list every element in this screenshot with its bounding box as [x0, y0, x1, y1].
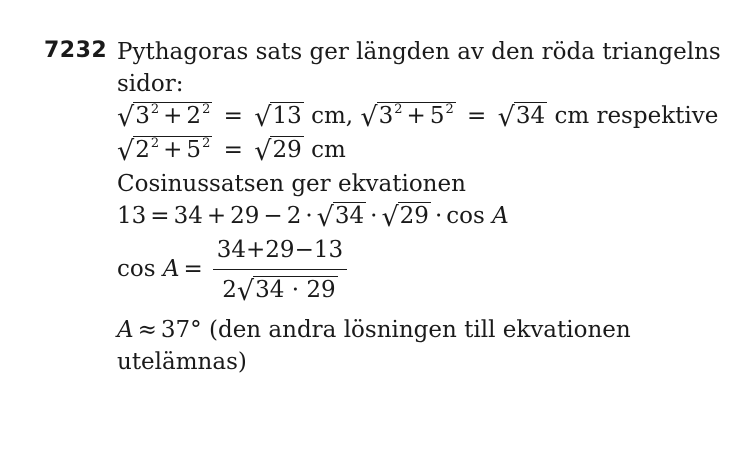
unit-cm-1: cm, [311, 103, 354, 129]
pythagoras-equation-line-2 [117, 134, 717, 168]
equals-sign: = [223, 103, 243, 129]
radical-13: √13 [254, 102, 302, 133]
fraction-numerator: 34+29−13 [213, 234, 347, 270]
radical-2sq-plus-5sq: $√2^2 + 5^2$ [117, 136, 211, 167]
radical-34-b: √34 [316, 202, 365, 233]
unit-cm-respektive: cm respektive [554, 103, 719, 129]
pythagoras-equation-line-1 [117, 100, 717, 134]
cosine-rule-equation: 13 = 34 + 29 − 2 · √34 · √29 · cos A [117, 202, 509, 233]
solution-text [117, 36, 721, 378]
radical-34: √34 [497, 102, 546, 133]
problem-number: 7232 [44, 38, 108, 63]
fraction [213, 234, 347, 306]
equals-sign: = [223, 137, 243, 163]
radical-29-b: √29 [381, 202, 429, 233]
answer-line-2: utelämnas) [117, 349, 247, 375]
fraction-denominator: 2√34 · 29 [222, 276, 336, 307]
radical-3sq-plus-5sq: $√3^2 + 5^2$ [360, 102, 454, 133]
radical-3sq-plus-2sq: $√3^2 + 2^2$ [117, 102, 211, 133]
cosine-rule-intro: Cosinussatsen ger ekvationen [117, 171, 466, 197]
unit-cm-3: cm [311, 137, 346, 163]
intro-line-2: sidor: [117, 71, 184, 97]
intro-line-1: Pythagoras sats ger längden av den röda triangelns [117, 39, 721, 65]
equals-sign: = [467, 103, 487, 129]
cosine-fraction-equation: cos A = $\frac{34+29-13}{2√34 \cdot 29}$ [117, 234, 717, 314]
answer-line: A ≈ 37° (den andra lösningen till ekvationen [117, 317, 631, 343]
radical-29: √29 [254, 136, 302, 167]
